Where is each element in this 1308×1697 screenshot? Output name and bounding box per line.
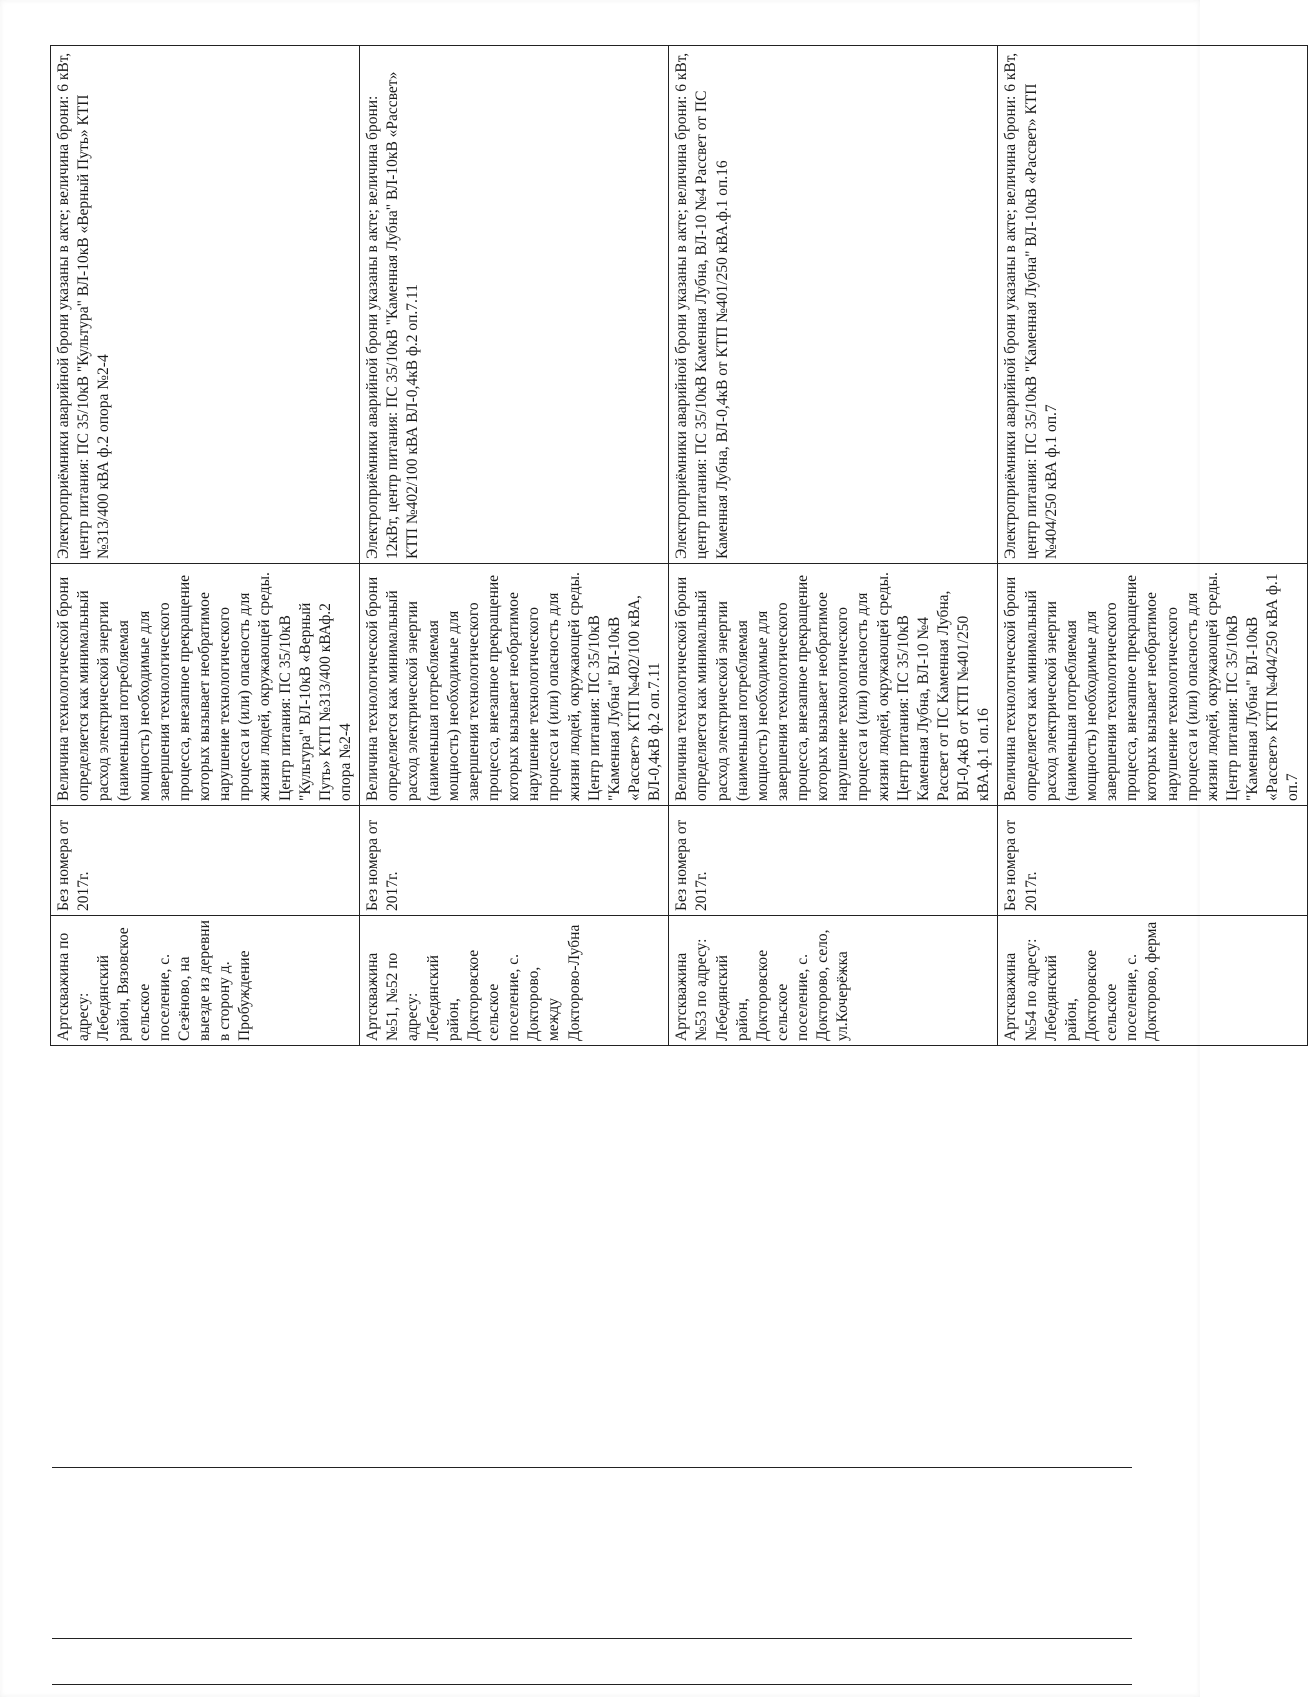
tech-reserve-cell: Величина технологической брони определяется как минимальный расход электрической энергии (наименьшая потребляемая мощность) необходимые для завершения технологического процесса, внезапное прекращение которых вызывает необратимое нарушение технологического процесса и (или) опасность для жизни людей, окружающей среды. Центр питания: ПС 35/10кВ Каменная Лубна, ВЛ-10 №4 Рассвет от ПС Каменная Лубна, ВЛ-0,4кВ от КТП №401/250 кВА.ф.1 оп.16 <box>669 564 998 806</box>
table-row <box>998 46 1307 1046</box>
act-cell: Без номера от 2017г. <box>51 806 360 916</box>
emergency-reserve-cell: Электроприёмники аварийной брони указаны в акте; величина брони: 6 кВт, центр питания: ПС 35/10кВ "Культура" ВЛ-10кВ «Верный Путь» КТП №313/400 кВА ф.2 опора №2-4 <box>51 46 360 564</box>
table-row <box>51 46 360 1046</box>
rotated-page-content <box>50 46 1302 1046</box>
act-cell: Без номера от 2017г. <box>669 806 998 916</box>
divider-line <box>52 1638 1132 1639</box>
object-cell: Артскважина №51, №52 по адресу: Лебедянский район, Докторовское сельское поселение, с. Докторово, между Докторово-Лубна <box>360 916 669 1046</box>
emergency-reserve-cell: Электроприёмники аварийной брони указаны в акте; величина брони: 6 кВт, центр питания: ПС 35/10кВ Каменная Лубна, ВЛ-10 №4 Рассвет от ПС Каменная Лубна, ВЛ-0,4кВ от КТП №401/250 кВА.ф.1 оп.16 <box>669 46 998 564</box>
divider-line <box>52 1684 1132 1685</box>
act-cell: Без номера от 2017г. <box>998 806 1307 916</box>
object-cell: Артскважина №53 по адресу: Лебедянский район, Докторовское сельское поселение, с. Докторово, село, ул.Кочерёжка <box>669 916 998 1046</box>
act-cell: Без номера от 2017г. <box>360 806 669 916</box>
tech-reserve-cell: Величина технологической брони определяется как минимальный расход электрической энергии (наименьшая потребляемая мощность) необходимые для завершения технологического процесса, внезапное прекращение которых вызывает необратимое нарушение технологического процесса и (или) опасность для жизни людей, окружающей среды. Центр питания: ПС 35/10кВ "Каменная Лубна" ВЛ-10кВ «Рассвет» КТП №402/100 кВА, ВЛ-0,4кВ ф.2 оп.7.11 <box>360 564 669 806</box>
tech-reserve-cell: Величина технологической брони определяется как минимальный расход электрической энергии (наименьшая потребляемая мощность) необходимые для завершения технологического процесса, внезапное прекращение которых вызывает необратимое нарушение технологического процесса и (или) опасность для жизни людей, окружающей среды. Центр питания: ПС 35/10кВ "Каменная Лубна" ВЛ-10кВ «Рассвет» КТП №404/250 кВА ф.1 оп.7 <box>998 564 1307 806</box>
table-row <box>669 46 998 1046</box>
emergency-reserve-cell: Электроприёмники аварийной брони указаны в акте; величина брони: 12кВт, центр питания: ПС 35/10кВ "Каменная Лубна" ВЛ-10кВ «Рассвет» КТП №402/100 кВА ВЛ-0,4кВ ф.2 оп.7.11 <box>360 46 669 564</box>
object-cell: Артскважина по адресу: Лебедянский район, Вязовское сельское поселение, с. Сезёново, на выезде из деревни в сторону д. Пробуждение <box>51 916 360 1046</box>
emergency-reserve-cell: Электроприёмники аварийной брони указаны в акте; величина брони: 6 кВт, центр питания: ПС 35/10кВ "Каменная Лубна" ВЛ-10кВ «Рассвет» КТП №404/250 кВА ф.1 оп.7 <box>998 46 1307 564</box>
tech-reserve-cell: Величина технологической брони определяется как минимальный расход электрической энергии (наименьшая потребляемая мощность) необходимые для завершения технологического процесса, внезапное прекращение которых вызывает необратимое нарушение технологического процесса и (или) опасность для жизни людей, окружающей среды. Центр питания: ПС 35/10кВ "Культура" ВЛ-10кВ «Верный Путь» КТП №313/400 кВАф.2 опора №2-4 <box>51 564 360 806</box>
table-row <box>360 46 669 1046</box>
divider-line <box>52 1467 1132 1468</box>
object-cell: Артскважина №54 по адресу: Лебедянский район, Докторовское сельское поселение, с. Докторово, ферма <box>998 916 1307 1046</box>
backup-power-table <box>50 45 1308 1046</box>
